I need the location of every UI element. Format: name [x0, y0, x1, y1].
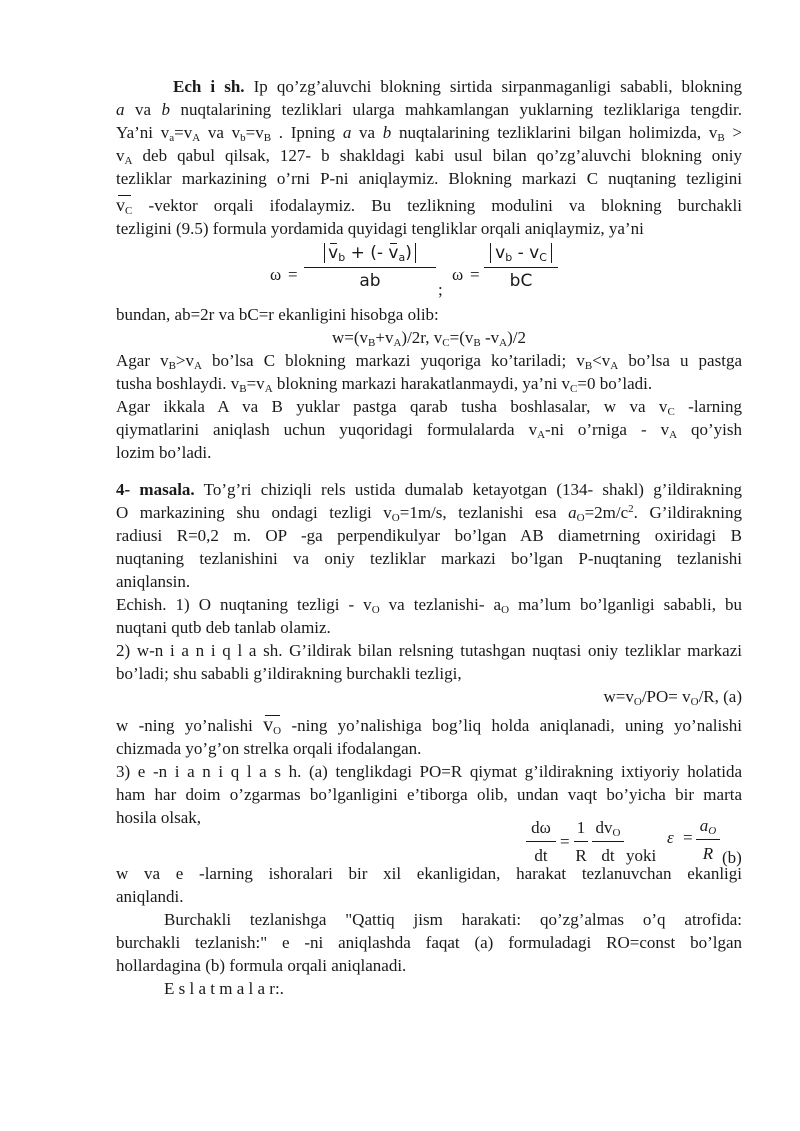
fraction-1: $v_b$ + (- $v_a$) ab	[304, 242, 436, 293]
omega-symbol: ω	[270, 265, 282, 284]
text-line: Ya’ni $v_a=v_A$ va $v_b=v_B$ . Ipning a va b nuqtalarining tezliklarini bilgan holimizda, $v_B$ >	[116, 123, 742, 144]
text-line: aniqlandi.	[116, 887, 184, 906]
text-line: tezligini (9.5) formula yordamida quyidagi tengliklar orqali aniqlaymiz, ya’ni	[116, 219, 644, 238]
text-line-notes: E s l a t m a l a r:.	[164, 979, 284, 998]
text-line: Burchakli tezlanishga "Qattiq jism harakati: qo’zg’almas o’q atrofida:	[164, 910, 742, 929]
text-line: O markazining shu ondagi tezligi $v_O=1m/s$, tezlanishi esa $a_O=2m/c^2$. G’ildirakning	[116, 503, 742, 524]
text-line: qiymatlarini aniqlash uchun yuqoridagi formulalarda $v_A-ni$ o’rniga - $v_A$ qo’yish	[116, 420, 742, 441]
text-line: a va b nuqtalarining tezliklari ularga mahkamlangan yuklarning tezliklariga tengdir.	[116, 100, 743, 119]
formula-line: $w=(v_B+v_A)/2r$, $v_C=(v_B$ $-v_A)/2$	[332, 328, 526, 349]
text-line: tezliklar markazining o’rni P-ni aniqlaymiz. Blokning markazi C nuqtaning tezligini	[116, 169, 742, 188]
text-line: hollardagina (b) formula orqali aniqlanadi.	[116, 956, 407, 975]
text-line: w -ning yo’nalishi $v_O$ -ning yo’nalishiga bog’liq holda aniqlanadi, uning yo’nalishi	[116, 714, 743, 737]
text-line: ham har doim o’zgarmas bo’lganligini e’tiborga olib, undan vaqt bo’yicha bir marta	[116, 785, 742, 804]
text-line: tusha boshlaydi. $v_B=v_A$ blokning markazi harakatlanmaydi, ya’ni $v_C=0$ bo’ladi.	[116, 374, 653, 395]
text-line: hosila olsak,	[116, 808, 201, 827]
vector-vc-symbol: $v_C$	[116, 195, 133, 217]
text-line: w va e -larning ishoralari bir xil ekanligidan, harakat tezlanuvchan ekanligi	[116, 864, 742, 883]
text-line: Agar ikkala A va B yuklar pastga qarab tusha boshlasalar, w va $v_C$ -larning	[116, 397, 742, 418]
text-line: nuqtani qutb deb tanlab olamiz.	[116, 618, 331, 637]
vector-vo-symbol: $v_O$	[263, 714, 282, 737]
text-line: lozim bo’ladi.	[116, 443, 212, 462]
text-line: nuqtaning tezlanishini va oniy tezliklar markazi bo’lgan P-nuqtaning tezlanishi	[116, 549, 742, 568]
text-line: chizmada yo’g’on strelka orqali ifodalangan.	[116, 739, 422, 758]
paragraph-solution-intro	[116, 75, 742, 240]
fraction-2: $v_b - v_C$ bC	[484, 242, 558, 293]
paragraph-problem-4	[116, 478, 742, 829]
paragraph-conclusion	[116, 862, 742, 1000]
text-line: $v_C$ -vektor orqali ifodalaymiz. Bu tezlikning modulini va blokning burchakli	[116, 195, 743, 217]
text-line: 4- masala. To’g’ri chiziqli rels ustida dumalab ketayotgan (134- shakl) g’ildirakning	[116, 480, 742, 499]
text-line: bo’ladi; shu sababli g’ildirakning burchakli tezligi,	[116, 664, 462, 683]
text-line: bundan, ab=2r va bC=r ekanligini hisobga olib:	[116, 305, 439, 324]
formula-line-a: $w=v_O/PO= v_O/R$, (a)	[603, 687, 742, 708]
text-line: Ech i sh. Ip qo’zg’aluvchi blokning sirtida sirpanmaganligi sababli, blokning	[173, 77, 743, 96]
text-line: 3) e -n i a n i q l a s h. (a) tenglikdagi PO=R qiymat g’ildirakning ixtiyoriy holatida	[116, 762, 742, 781]
text-line: Agar $v_B>v_A$ bo’lsa C blokning markazi yuqoriga ko’tariladi; $v_B<v_A$ bo’lsa u pastga	[116, 351, 742, 372]
text-line: $v_A$ deb qabul qilsak, 127- b shakldagi kabi usul bilan qo’zg’aluvchi blokning oniy	[116, 146, 742, 167]
text-line: aniqlansin.	[116, 572, 191, 591]
heading-masala: 4- masala.	[116, 480, 195, 499]
paragraph-derivation	[116, 303, 742, 464]
text-line: burchakli tezlanish:" e -ni aniqlashda faqat (a) formuladagi RO=const bo’lgan	[116, 933, 742, 952]
formula-omega: ω = $v_b$ + (- $v_a$) ab ; ω = $v_b - v_C$ bC	[270, 238, 570, 300]
text-line: radiusi R=0,2 m. OP -ga perpendikulyar bo’lgan AB diametrning oxiridagi B	[116, 526, 742, 545]
text-line: 2) w-n i a n i q l a sh. G’ildirak bilan relsning tutashgan nuqtasi oniy tezliklar markazi	[116, 641, 742, 660]
text-line: Echish. 1) O nuqtaning tezligi - $v_O$ va tezlanishi- $a_O$ ma’lum bo’lganligi sababli, bu	[116, 595, 742, 616]
formula-epsilon: dω dt = 1 R $dv_O$ dt yoki ε = $a_O$ R (b)	[520, 812, 750, 868]
heading-echish: Ech i sh.	[173, 77, 245, 96]
